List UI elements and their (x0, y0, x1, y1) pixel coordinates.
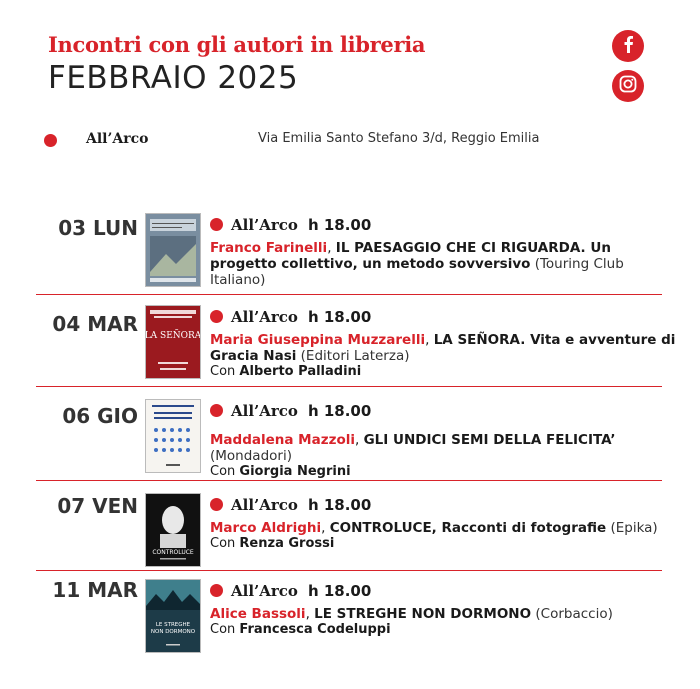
event-publisher: (Mondadori) (210, 448, 292, 464)
event-bullet (210, 498, 223, 511)
event-date: 11 MAR (52, 578, 138, 602)
event-description: Maddalena Mazzoli, GLI UNDICI SEMI DELLA FELICITA’ (Mondadori) (210, 432, 616, 464)
venue-address: Via Emilia Santo Stefano 3/d, Reggio Emilia (258, 131, 540, 146)
event-author: Franco Farinelli (210, 240, 328, 256)
divider (36, 294, 662, 295)
event-bullet (210, 310, 223, 323)
book-cover (146, 400, 200, 472)
event-publisher: (Editori Laterza) (300, 348, 410, 364)
event-time: h 18.00 (307, 402, 372, 420)
event-place: All’Arco (231, 582, 298, 600)
event-book-title: LE STREGHE NON DORMONO (314, 606, 532, 622)
book-cover (146, 214, 200, 286)
event-date: 07 VEN (57, 494, 138, 518)
instagram-icon (619, 75, 637, 97)
event-bullet (210, 404, 223, 417)
event-bullet (210, 584, 223, 597)
event-publisher: (Touring Club Italiano) (210, 256, 624, 288)
event-time: h 18.00 (307, 308, 372, 326)
svg-text:LA SEÑORA: LA SEÑORA (146, 331, 200, 341)
guest-name: Alberto Palladini (239, 364, 362, 379)
instagram-link[interactable] (612, 70, 644, 102)
event-bullet (210, 218, 223, 231)
guest-prefix: Con (210, 464, 236, 479)
guest-prefix: Con (210, 622, 236, 637)
facebook-link[interactable] (612, 30, 644, 62)
page-subtitle: Incontri con gli autori in libreria (48, 32, 426, 57)
venue-bullet (44, 134, 57, 147)
svg-text:LE STREGHE: LE STREGHE (155, 622, 191, 628)
venue-name: All’Arco (86, 131, 149, 147)
book-cover (146, 306, 200, 378)
event-time: h 18.00 (307, 582, 372, 600)
guest-name: Giorgia Negrini (239, 464, 351, 479)
event-author: Alice Bassoli (210, 606, 306, 622)
event-description: Alice Bassoli, LE STREGHE NON DORMONO (Corbaccio) (210, 606, 613, 622)
page-title: FEBBRAIO 2025 (48, 60, 299, 96)
event-guest (210, 464, 680, 479)
event-time: h 18.00 (307, 496, 372, 514)
event-book-title: GLI UNDICI SEMI DELLA FELICITA’ (363, 432, 616, 448)
event-place: All’Arco (231, 496, 298, 514)
facebook-icon (622, 35, 634, 57)
divider (36, 480, 662, 481)
event-guest (210, 364, 680, 379)
guest-prefix: Con (210, 536, 236, 551)
event-book-title: LA SEÑORA. Vita e avventure di Gracia Nasi (210, 332, 676, 364)
event-publisher: (Epika) (610, 520, 658, 536)
event-date: 03 LUN (58, 216, 138, 240)
book-cover (146, 494, 200, 566)
event-book-title: IL PAESAGGIO CHE CI RIGUARDA. Un progetto collettivo, un metodo sovversivo (210, 240, 611, 272)
event-description: Marco Aldrighi, CONTROLUCE, Racconti di fotografie (Epika) (210, 520, 658, 536)
guest-name: Renza Grossi (239, 536, 335, 551)
venue-row (44, 130, 664, 152)
event-description: Franco Farinelli, IL PAESAGGIO CHE CI RIGUARDA. Un progetto collettivo, un metodo sovversivo (Touring Club Italiano) (210, 240, 624, 288)
event-description: Maria Giuseppina Muzzarelli, LA SEÑORA. Vita e avventure di Gracia Nasi (Editori Laterza) (210, 332, 676, 364)
svg-text:NON DORMONO: NON DORMONO (150, 629, 196, 635)
event-author: Maddalena Mazzoli (210, 432, 355, 448)
event-book-title: CONTROLUCE, Racconti di fotografie (329, 520, 607, 536)
event-place: All’Arco (231, 216, 298, 234)
event-date: 04 MAR (52, 312, 138, 336)
guest-prefix: Con (210, 364, 236, 379)
event-guest (210, 536, 680, 551)
event-date: 06 GIO (62, 404, 138, 428)
event-author: Maria Giuseppina Muzzarelli (210, 332, 426, 348)
divider (36, 570, 662, 571)
event-place: All’Arco (231, 308, 298, 326)
event-publisher: (Corbaccio) (535, 606, 613, 622)
event-author: Marco Aldrighi (210, 520, 322, 536)
book-cover (146, 580, 200, 652)
event-guest (210, 622, 680, 637)
guest-name: Francesca Codeluppi (239, 622, 391, 637)
svg-text:CONTROLUCE: CONTROLUCE (152, 549, 194, 556)
event-place: All’Arco (231, 402, 298, 420)
event-time: h 18.00 (307, 216, 372, 234)
divider (36, 386, 662, 387)
